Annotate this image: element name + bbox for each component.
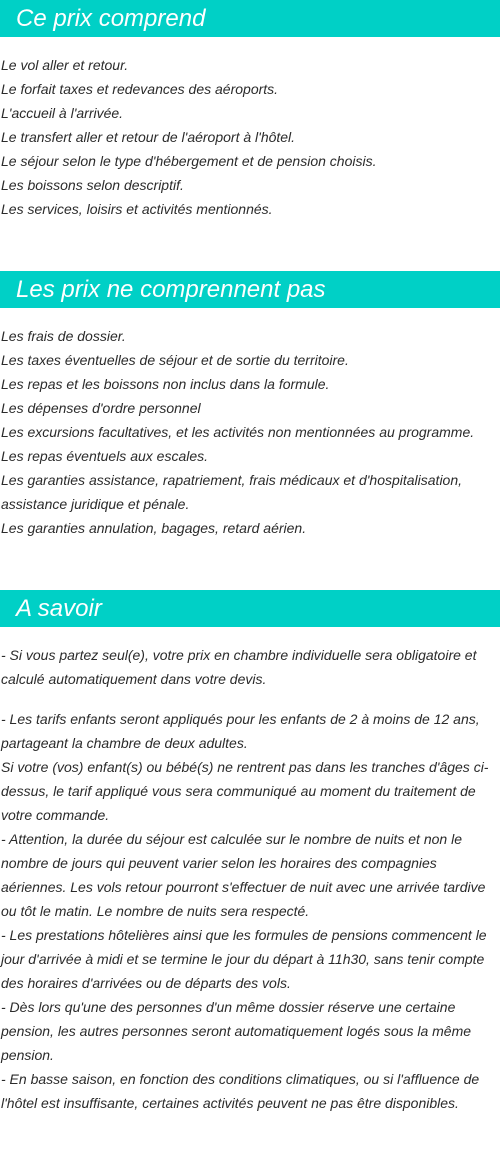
list-item: Le séjour selon le type d'hébergement et de pension choisis. [1, 153, 377, 169]
list-item: Les repas éventuels aux escales. [1, 448, 209, 464]
list-item: Les repas et les boissons non inclus dans la formule. [1, 376, 330, 392]
info-intro: - Si vous partez seul(e), votre prix en chambre individuelle sera obligatoire et calculé automatiquement dans votre devis. [1, 647, 477, 687]
info-item: - Les prestations hôtelières ainsi que les formules de pensions commencent le jour d'arrivée à midi et se termine le jour du départ à 11h30, sans tenir compte des horaires d'arrivées ou de départs des vols. [1, 927, 487, 991]
list-item: Les services, loisirs et activités mentionnés. [1, 201, 273, 217]
list-item: Le transfert aller et retour de l'aéroport à l'hôtel. [1, 129, 296, 145]
list-item: Les garanties assistance, rapatriement, frais médicaux et d'hospitalisation, assistance juridique et pénale. [1, 472, 463, 512]
info-text [1, 643, 497, 1115]
list-item: Les boissons selon descriptif. [1, 177, 184, 193]
excludes-list [1, 324, 497, 540]
list-item: Les dépenses d'ordre personnel [1, 400, 201, 416]
list-item: Le vol aller et retour. [1, 57, 129, 73]
list-item: Les excursions facultatives, et les activités non mentionnées au programme. [1, 424, 475, 440]
section-header-includes: Ce prix comprend [0, 0, 500, 37]
section-header-excludes: Les prix ne comprennent pas [0, 271, 500, 308]
list-item: Les garanties annulation, bagages, retard aérien. [1, 520, 307, 536]
info-item: Si votre (vos) enfant(s) ou bébé(s) ne rentrent pas dans les tranches d'âges ci-dessus, le tarif appliqué vous sera communiqué au moment du traitement de votre commande. [1, 759, 489, 823]
info-item: - Les tarifs enfants seront appliqués pour les enfants de 2 à moins de 12 ans, partageant la chambre de deux adultes. [1, 711, 480, 751]
list-item: L'accueil à l'arrivée. [1, 105, 124, 121]
list-item: Les taxes éventuelles de séjour et de sortie du territoire. [1, 352, 349, 368]
section-header-info: A savoir [0, 590, 500, 627]
list-item: Les frais de dossier. [1, 328, 126, 344]
info-item: - En basse saison, en fonction des conditions climatiques, ou si l'affluence de l'hôtel est insuffisante, certaines activités peuvent ne pas être disponibles. [1, 1071, 480, 1111]
list-item: Le forfait taxes et redevances des aéroports. [1, 81, 279, 97]
info-item: - Attention, la durée du séjour est calculée sur le nombre de nuits et non le nombre de jours qui peuvent varier selon les horaires des compagnies aériennes. Les vols retour pourront s'effectuer de nuit avec une arrivée tardive ou tôt le matin. Le nombre de nuits sera respecté. [1, 831, 486, 919]
includes-list [1, 53, 497, 221]
info-item: - Dès lors qu'une des personnes d'un même dossier réserve une certaine pension, les autres personnes seront automatiquement logés sous la même pension. [1, 999, 472, 1063]
